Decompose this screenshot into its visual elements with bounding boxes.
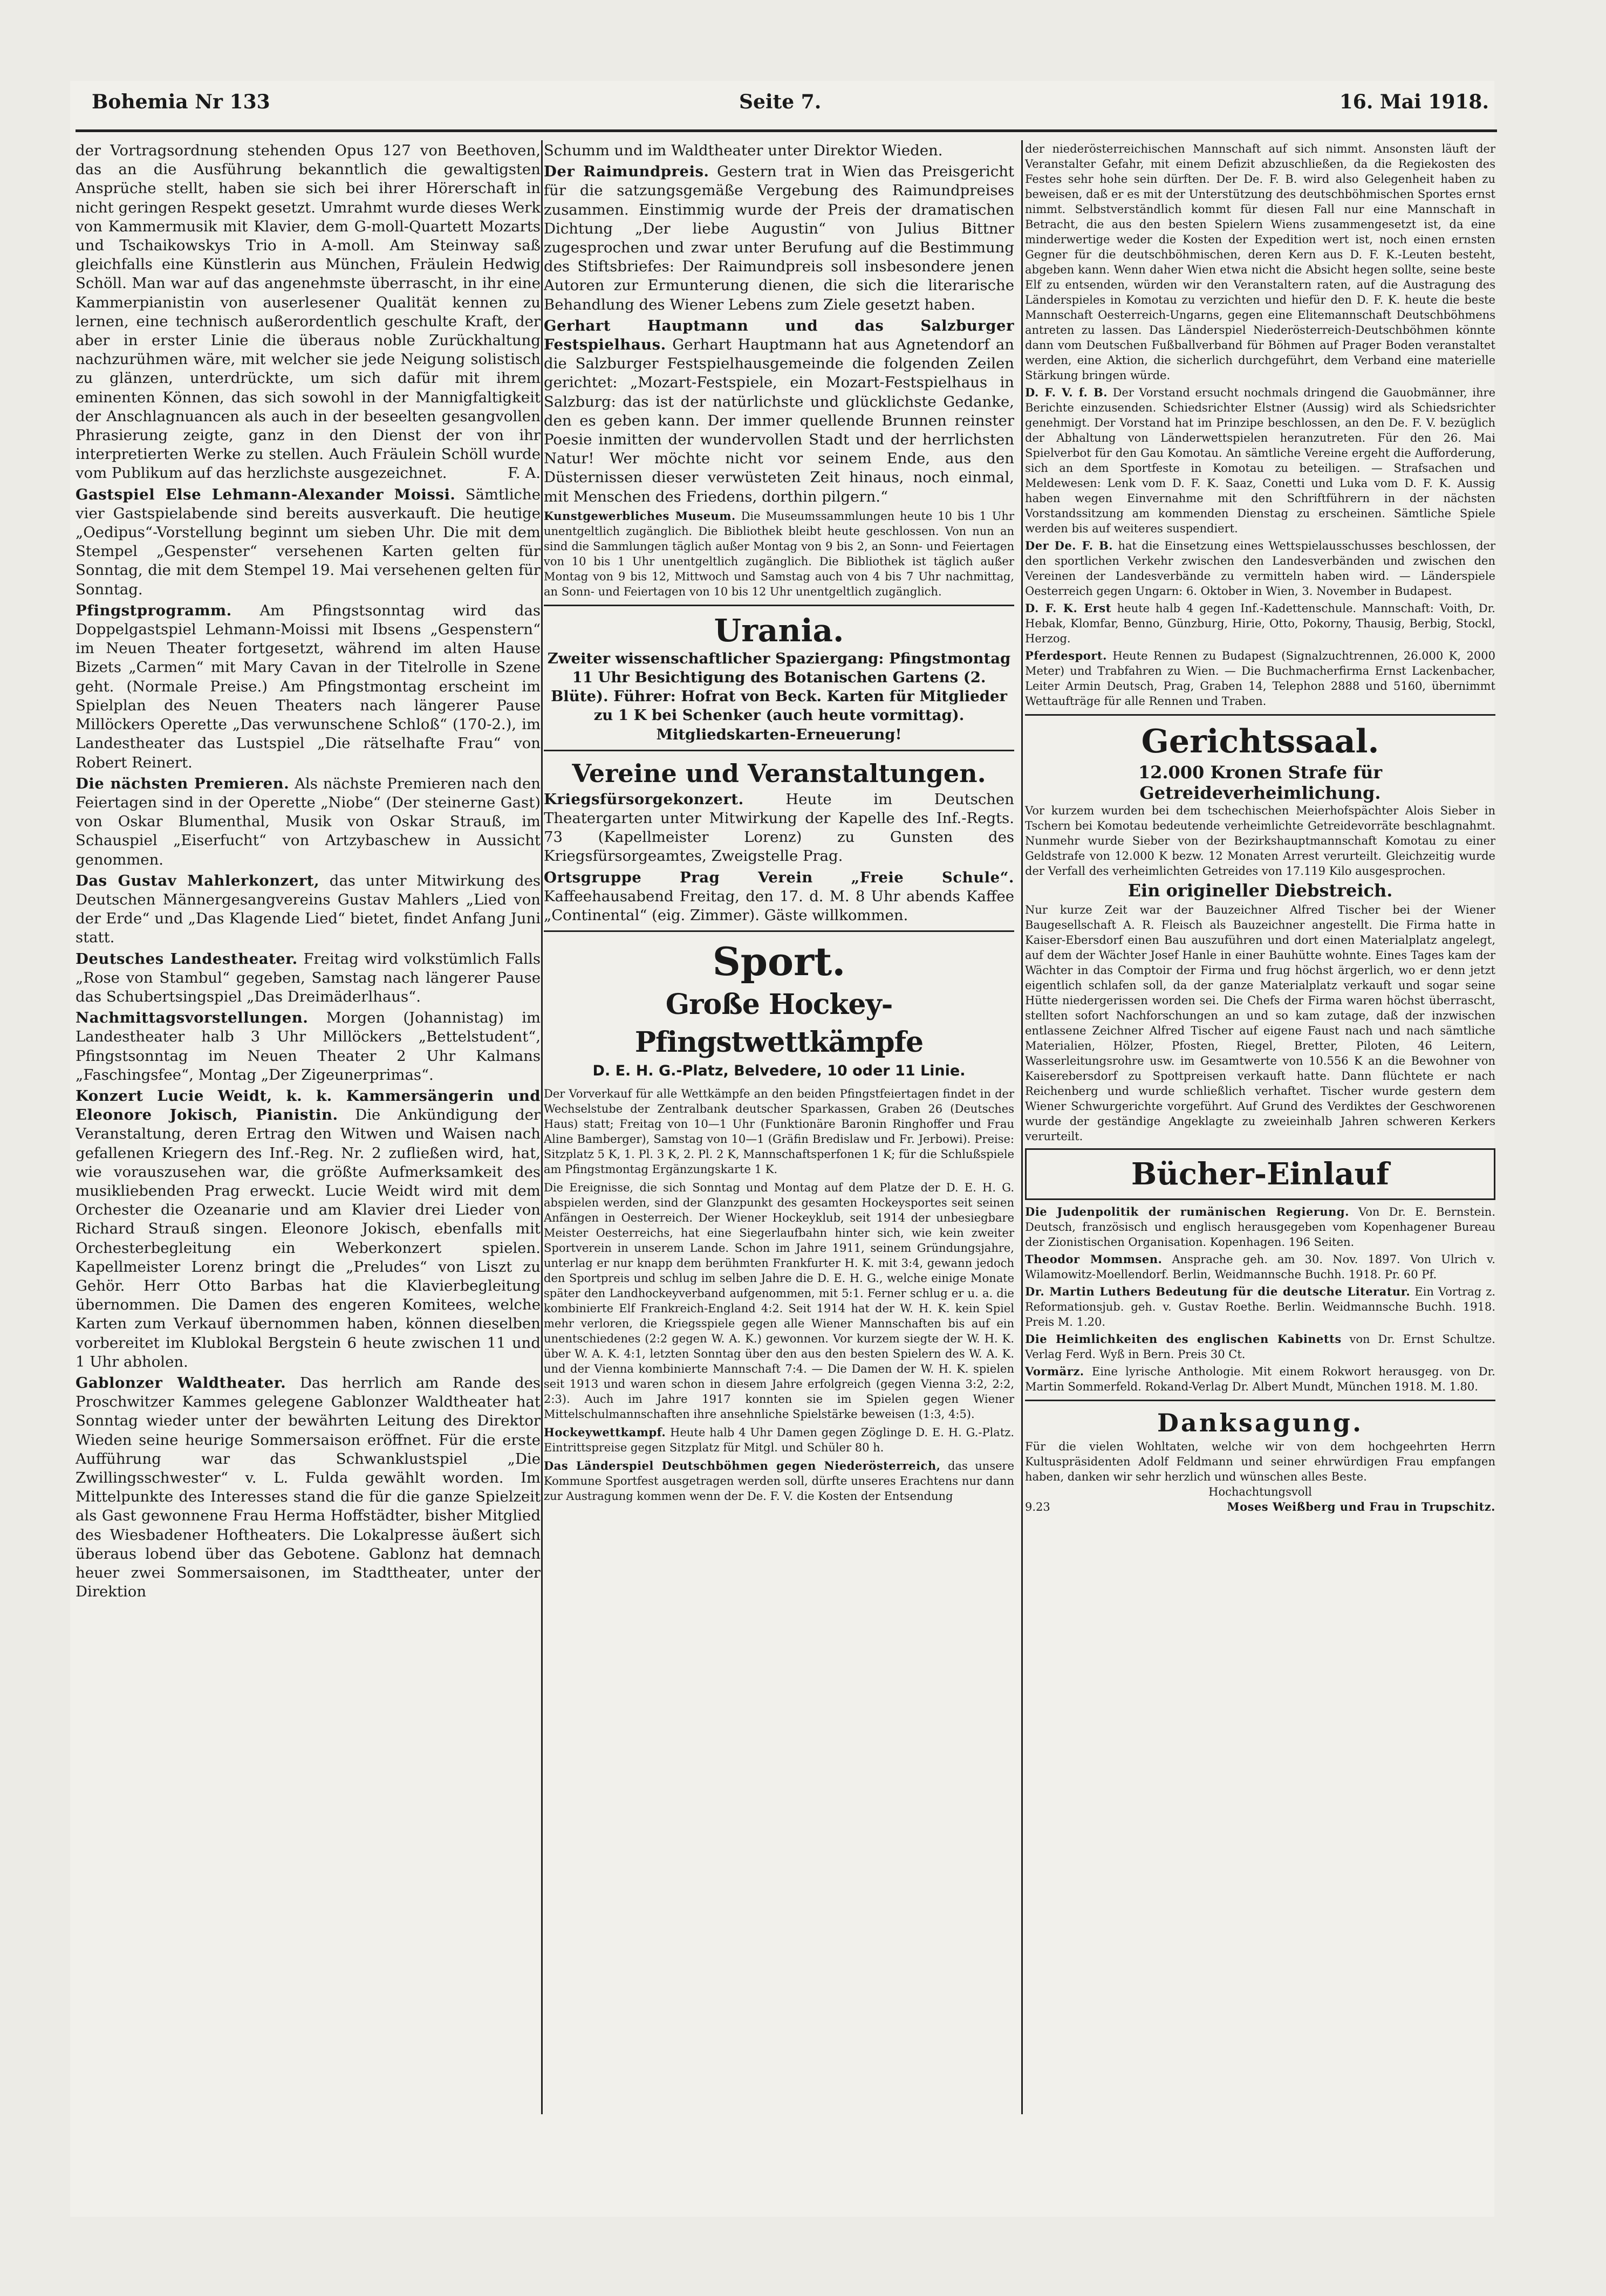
gericht-paragraph: Nur kurze Zeit war der Bauzeichner Alfred Tischer bei der Wiener Baugesellschaft A. R. Fleisch als Bauzeichner angestellt. Die Firma hatte in Kaiser-Ebersdorf einen Bau auszuführen und dort einen Materialplatz angelegt, auf dem der Wächter Josef Hanle in einer Bauhütte wohnte. Eines Tages kam der Wächter in das Comptoir der Firma und frug höchst ärgerlich, wo er denn jetzt eigentlich schlafen soll, da der ganze Materialplatz verkauft und sogar seine Hütte niedergerissen worden sei. Die Chefs der Firma waren höchst überrascht, stellten sofort Nachforschungen an und so kam zutage, daß der inzwischen entlassene Zeichner Alfred Tischer auf eigene Faust nach und nach sämtliche Materialien, Hölzer, Pfosten, Riegel, Bretter, Piloten, 46 Leitern, Wasserleitungsrohre usw. im Gesamtwerte von 10.556 K an die Bewohner von Kaiserebersdorf zu Spottpreisen verkauft hatte. Dann flüchtete er nach Reichenberg und wurde schließlich verhaftet. Tischer wurde gestern dem Wiener Schwurgerichte vorgeführt. Auf Grund des Verdiktes der Geschworenen wurde der geständige Angeklagte zu zweieinhalb Jahren schweren Kerkers verurteilt. xyxy=(1025,903,1495,1143)
header-rule xyxy=(76,129,1497,132)
article-text: Eine lyrische Anthologie. Mit einem Rokwort herausgeg. von Dr. Martin Sommerfeld. Rokand-Verlag Dr. Albert Mundt, München 1918. M. 1.80. xyxy=(1025,1365,1495,1393)
dank-code: 9.23 xyxy=(1025,1500,1050,1513)
article xyxy=(1025,141,1495,383)
page-header xyxy=(92,91,1489,128)
article-text: Sämtliche vier Gastspielabende sind bereits ausverkauft. Die heutige „Oedipus“-Vorstellung beginnt um sieben Uhr. Die mit dem Stempel „Gespenster“ versehenen Karten gelten für Sonntag, die mit dem Stempel 19. Mai versehenen gelten für Sonntag. xyxy=(76,485,541,598)
article xyxy=(1025,1284,1495,1329)
article xyxy=(76,601,541,772)
article-text: hat die Einsetzung eines Wettspielausschusses beschlossen, der den sportlichen Verkehr zwischen den Landesverbänden und zwischen den Vereinen der Landesverbände zu vermitteln haben wird. — Länderspiele Oesterreich gegen Ungarn: 6. Oktober in Wien, 3. November in Budapest. xyxy=(1025,539,1495,598)
article-heading: Pferdesport. xyxy=(1025,649,1107,662)
urania-title: Urania. xyxy=(714,612,844,649)
gericht-title: Gerichtssaal. xyxy=(1141,723,1379,760)
article-text: das unter Mitwirkung des Deutschen Männergesangvereins Gustav Mahlers „Lied von der Erde“ und „Das Klagende Lied“ bietet, findet Anfang Juni statt. xyxy=(76,872,541,947)
header-issue: Bohemia Nr 133 xyxy=(92,91,270,113)
article-heading: Theodor Mommsen. xyxy=(1025,1252,1163,1266)
sport-headline: Große Hockey-Pfingstwettkämpfe xyxy=(634,988,924,1059)
divider xyxy=(1025,714,1495,716)
article xyxy=(76,141,541,483)
divider xyxy=(544,605,1014,606)
article-heading: D. F. V. f. B. xyxy=(1025,386,1108,399)
article xyxy=(76,872,541,948)
article xyxy=(1025,538,1495,599)
article xyxy=(1025,1252,1495,1282)
article-text: Die Museumssammlungen heute 10 bis 1 Uhr unentgeltlich zugänglich. Die Bibliothek bleibt heute geschlossen. Von nun an sind die Sammlungen täglich außer Montag von 9 bis 2, an Sonn- und Feiertagen von 10 bis 1 Uhr unentgeltlich zugänglich. Die Bibliothek ist täglich außer Montag von 9 bis 12, Mittwoch und Samstag auch von 4 bis 7 Uhr nachmittag, an Sonn- und Feiertagen von 10 bis 12 Uhr unentgeltlich zugänglich. xyxy=(544,509,1014,598)
sport-paragraph: Die Ereignisse, die sich Sonntag und Montag auf dem Platze der D. E. H. G. abspielen werden, sind der Glanzpunkt des gesamten Hockeysportes seit seinen Anfängen in Oesterreich. Der Wiener Hockeyklub, seit 1914 der unbesiegbare Meister Oesterreichs, hat eine Siegerlaufbahn hinter sich, wie kein zweiter Sportverein in unserem Lande. Schon im Jahre 1911, seinem Gründungsjahre, unterlag er nur knapp dem berühmten Frankfurter H. K. mit 3:4, gewann jedoch den Sportpreis und schlug im selben Jahre die D. E. H. G., welche einige Monate später den Landhockeyverband aufgenommen, mit 5:1. Ferner schlug er u. a. die kombinierte Elf Frankreich-England 4:2. Seit 1914 hat der W. H. K. kein Spiel mehr verloren, die Kriegsspiele gegen alle Wiener Mannschaften bis auf ein unentschiedenes (2:2 gegen W. A. K.) gewonnen. Vor kurzem siegte der W. H. K. über W. A. K. 4:1, letzten Sonntag über den aus den besten Spielern des W. A. K. und der Vienna kombinierte Mannschaft 7:4. — Die Damen der W. H. K. spielen seit 1913 und waren schon in diesem Jahre erfolgreich (gegen Vienna 3:2, 2:2, 2:3). Auch im Jahre 1917 konnten sie im Spielen gegen Wiener Mittelschulmannschaften ihre ansehnliche Spielstärke beweisen (1:3, 4:5). xyxy=(544,1181,1014,1421)
article-text: Morgen (Johannistag) im Landestheater halb 3 Uhr Millöckers „Bettelstudent“, Pfingstsonntag im Neuen Theater 2 Uhr Kalmans „Faschingsfee“, Montag „Der Zigeunerprimas“. xyxy=(76,1009,541,1084)
divider xyxy=(1025,1400,1495,1401)
article-text: Der Vorstand ersucht nochmals dringend die Gauobmänner, ihre Berichte einzusenden. Schiedsrichter Elstner (Aussig) wird als Schiedsrichter genehmigt. Der Vorstand hat im Prinzipe beschlossen, an den De. F. V. bezüglich der Abhaltung von Länderwettspielen heranzutreten. Für den 26. Mai Spielverbot für den Gau Komotau. An sämtliche Vereine ergeht die Aufforderung, sich an dem Sportfeste in Komotau zu beteiligen. — Strafsachen und Meldewesen: Lenk vom D. F. K. Saaz, Conetti und Luka vom D. F. K. Aussig haben wegen Einvernahme mit den Schriftführern in der nächsten Vorstandssitzung am kommenden Dienstag zu erscheinen. Sämtliche Spiele werden bis auf weiteres suspendiert. xyxy=(1025,386,1495,535)
article xyxy=(1025,1332,1495,1362)
article xyxy=(76,1009,541,1085)
column-rule-1 xyxy=(541,140,543,2114)
article-heading: Die Judenpolitik der rumänischen Regierung. xyxy=(1025,1205,1349,1218)
urania-body: Zweiter wissenschaftlicher Spaziergang: Pfingstmontag 11 Uhr Besichtigung des Botanischen Gartens (2. Blüte). Führer: Hofrat von Beck. Karten für Mitglieder zu 1 K bei Schenker (auch heute vormittag). Mitgliedskarten-Erneuerung! xyxy=(547,649,1011,743)
article-text: Kaffeehausabend Freitag, den 17. d. M. 8 Uhr abends Kaffee „Continental“ (eig. Zimmer). Gäste willkommen. xyxy=(544,887,1014,924)
article-heading: Vormärz. xyxy=(1025,1365,1084,1378)
article-heading: Der De. F. B. xyxy=(1025,539,1113,552)
article xyxy=(544,141,1014,160)
article-text: Gestern trat in Wien das Preisgericht für die satzungsgemäße Vergebung des Raimundpreises zusammen. Einstimmig wurde der Preis der dramatischen Dichtung „Der liebe Augustin“ von Julius Bittner zugesprochen und zwar unter Berufung auf die Bestimmung des Stiftsbriefes: Der Raimundpreis soll insbesondere jenen Autoren zur Ermunterung dienen, die sich die literarische Behandlung des Wiener Lebens zum Ziele gesetzt haben. xyxy=(544,163,1014,313)
article-text: Von Dr. E. Bernstein. Deutsch, französisch und englisch herausgegeben vom Kopenhagener Bureau der Zionistischen Organisation. Kopenhagen. 196 Seiten. xyxy=(1025,1205,1495,1249)
gericht-heading: Ein origineller Diebstreich. xyxy=(1127,880,1393,901)
sport-title: Sport. xyxy=(712,938,846,985)
article-heading: Nachmittagsvorstellungen. xyxy=(76,1009,309,1027)
sport-heading: Hockeywettkampf. xyxy=(544,1425,666,1439)
article-text: der Vortragsordnung stehenden Opus 127 von Beethoven, das an die Ausführung bekanntlich die gewaltigsten Ansprüche stellt, haben sie sich bei ihrer Hörerschaft in nicht geringen Respekt gesetzt. Umrahmt wurde dieses Werk von Kammermusik mit Klavier, dem G-moll-Quartett Mozarts und Tschaikowskys Trio in A-moll. Am Steinway saß gleichfalls eine Künstlerin aus München, Fräulein Hedwig Schöll. Man war auf das angenehmste überrascht, in ihr eine Kammerpianistin von auserlesener Qualität kennen zu lernen, eine technisch außerordentlich geschulte Kraft, der aber in erster Linie die überaus noble Zurückhaltung nachzurühmen wäre, mit welcher sie jede Neigung solistisch zu glänzen, unterdrückte, um sich dafür mit ihrem eminenten Können, das sich sowohl in der Mannigfaltigkeit der Anschlagnuancen als auch in der beseelten gesangvollen Phrasierung zeigte, ganz in den Dienst der von ihr interpretierten Werke zu stellen. Auch Fräulein Schöll wurde vom Publikum auf das herzlichste ausgezeichnet. xyxy=(76,142,541,482)
header-page: Seite 7. xyxy=(739,91,822,113)
article-signature: F. A. xyxy=(508,464,541,482)
article xyxy=(1025,1364,1495,1394)
article-text: Ansprache geh. am 30. Nov. 1897. Von Ulrich v. Wilamowitz-Moellendorf. Berlin, Weidmannsche Buchh. 1918. Pr. 60 Pf. xyxy=(1025,1253,1495,1281)
article xyxy=(544,162,1014,314)
article xyxy=(76,485,541,599)
article xyxy=(1025,601,1495,646)
article-heading: Deutsches Landestheater. xyxy=(76,950,298,968)
column-2 xyxy=(544,141,1014,1504)
article-heading: D. F. K. Erst xyxy=(1025,601,1111,615)
buecher-title: Bücher-Einlauf xyxy=(1131,1156,1390,1192)
article-heading: Konzert Lucie Weidt, k. k. Kammersängerin und Eleonore Jokisch, Pianistin. xyxy=(76,1087,541,1124)
article xyxy=(544,317,1014,506)
article-heading: Die nächsten Premieren. xyxy=(76,775,290,792)
article-heading: Gerhart Hauptmann und das Salzburger Festspielhaus. xyxy=(544,317,1014,354)
divider xyxy=(544,750,1014,751)
article-heading: Gablonzer Waldtheater. xyxy=(76,1374,286,1392)
column-3 xyxy=(1025,141,1495,1514)
dank-closing: Hochachtungsvoll xyxy=(1208,1485,1312,1498)
dank-title: Danksagung. xyxy=(1157,1408,1363,1437)
sport-paragraph: Der Vorverkauf für alle Wettkämpfe an den beiden Pfingstfeiertagen findet in der Wechselstube der Zentralbank deutscher Sparkassen, Graben 26 (Deutsches Haus) statt; Freitag von 10—1 Uhr (Funktionäre Baronin Ringhoffer und Frau Aline Bamberger), Samstag von 10—1 (Gräfin Bredislaw und Fr. Jerbowi). Preise: Sitzplatz 5 K, 1. Pl. 3 K, 2. Pl. 2 K, Mannschaftsperfonen 1 K; für die Schlußspiele am Pfingstmontag Ergänzungskarte 1 K. xyxy=(544,1087,1014,1176)
sport-place: D. E. H. G.-Platz, Belvedere, 10 oder 11 Linie. xyxy=(592,1063,966,1080)
article-text: Als nächste Premieren nach den Feiertagen sind in der Operette „Niobe“ (Der steinerne Gast) von Oskar Blumenthal, Musik von Oskar Strauß, im Schauspiel „Eiserfucht“ von Artzybaschew in Aussicht genommen. xyxy=(76,775,541,868)
article xyxy=(544,868,1014,926)
article-heading: Gastspiel Else Lehmann-Alexander Moissi. xyxy=(76,485,456,503)
article xyxy=(76,950,541,1007)
divider xyxy=(544,930,1014,932)
gericht-paragraph: Vor kurzem wurden bei dem tschechischen Meierhofspächter Alois Sieber in Tschern bei Komotau bedeutende verheimlichte Getreidevorräte beschlagnahmt. Nunmehr wurde Sieber von der Bezirkshauptmannschaft Komotau zu einer Geldstrafe von 12.000 K bezw. 12 Monaten Arrest verurteilt. Gleichzeitig wurde der Verfall des verheimlichten Getreides von 17.119 Kilo ausgesprochen. xyxy=(1025,804,1495,878)
article-heading: Kunstgewerbliches Museum. xyxy=(544,509,736,523)
sport-heading: Das Länderspiel Deutschböhmen gegen Niederösterreich, xyxy=(544,1458,941,1472)
column-rule-2 xyxy=(1021,140,1023,2114)
article xyxy=(76,775,541,869)
article xyxy=(1025,385,1495,536)
sport-paragraph: Heute halb 4 Uhr Damen gegen Zöglinge D. E. H. G.-Platz. Eintrittspreise gegen Sitzplatz für Mitgl. und Schüler 80 h. xyxy=(544,1425,1014,1454)
vereine-title: Vereine und Veranstaltungen. xyxy=(572,758,986,788)
article xyxy=(544,790,1014,866)
article xyxy=(76,1087,541,1372)
article-heading: Dr. Martin Luthers Bedeutung für die deutsche Literatur. xyxy=(1025,1285,1411,1298)
article-heading: Kriegsfürsorgekonzert. xyxy=(544,790,744,808)
article-text: der niederösterreichischen Mannschaft auf sich nimmt. Ansonsten läuft der Veranstalter Gefahr, mit einem Defizit abzuschließen, da die Regiekosten des Festes sehr hohe sein dürften. Der De. F. B. wird also Gelegenheit haben zu beweisen, daß er es mit der Unterstützung des deutschböhmischen Sportes ernst nimmt. Selbstverständlich kommt für diesen Fall nur eine Mannschaft in Betracht, die aus den besten Spielern Wiens zusammengesetzt ist, da eine minderwertige weder die Kosten der Expedition wert ist, noch einen ernsten Gegner für die deutschböhmischen, deren Kern aus D. F. K.-Leuten besteht, abgeben kann. Wenn daher Wien etwa nicht die Absicht hegen sollte, seine beste Elf zu entsenden, würden wir den Veranstaltern raten, auf die Austragung des Länderspieles in Komotau zu verzichten und hiefür den D. F. K. heute die beste Mannschaft Oesterreich-Ungarns, gegen eine Elitemannschaft Deutschböhmens antreten zu lassen. Das Länderspiel Niederösterreich-Deutschböhmen könnte dann vom Deutschen Fußballverband für Böhmen auf Prager Boden veranstaltet werden, eine Aktion, die sicherlich durchgeführt, dem Verband eine materielle Stärkung bringen würde. xyxy=(1025,142,1495,382)
article xyxy=(1025,1204,1495,1250)
header-date: 16. Mai 1918. xyxy=(1339,91,1489,113)
article-heading: Das Gustav Mahlerkonzert, xyxy=(76,872,320,889)
article-text: Ein Vortrag z. Reformationsjub. geh. v. Gustav Roethe. Berlin. Weidmannsche Buchh. 1918. Preis M. 1.20. xyxy=(1025,1285,1495,1328)
article-text: Freitag wird volkstümlich Falls „Rose von Stambul“ gegeben, Samstag nach längerer Pause das Schubertsingspiel „Das Dreimäderlhaus“. xyxy=(76,950,541,1005)
article-text: Am Pfingstsonntag wird das Doppelgastspiel Lehmann-Moissi mit Ibsens „Gespenstern“ im Neuen Theater fortgesetzt, während im alten Hause Bizets „Carmen“ mit Mary Cavan in der Titelrolle in Szene geht. (Normale Preise.) Am Pfingstmontag erscheint im Spielplan des Neuen Theaters nach längerer Pause Millöckers Operette „Das verwunschene Schloß“ (170-2.), im Landestheater das Lustspiel „Die rätselhafte Frau“ von Robert Reinert. xyxy=(76,601,541,771)
article-heading: Ortsgruppe Prag Verein „Freie Schule“. xyxy=(544,868,1014,886)
article-heading: Der Raimundpreis. xyxy=(544,163,709,181)
article-text: Schumm und im Waldtheater unter Direktor Wieden. xyxy=(544,142,943,159)
article xyxy=(76,1374,541,1601)
article-text: Heute Rennen zu Budapest (Signalzuchtrennen, 26.000 K, 2000 Meter) und Trabfahren zu Wien. — Die Buchmacherfirma Ernst Lackenbacher, Leiter Armin Deutsch, Prag, Graben 14, Telephon 2888 und 5160, übernimmt Wettaufträge für alle Rennen und Traben. xyxy=(1025,649,1495,708)
dank-signature: Moses Weißberg und Frau in Trupschitz. xyxy=(1227,1500,1495,1513)
article-heading: Pfingstprogramm. xyxy=(76,601,232,619)
article-text: Gerhart Hauptmann hat aus Agnetendorf an die Salzburger Festspielhausgemeinde die folgenden Zeilen gerichtet: „Mozart-Festspiele, ein Mozart-Festspielhaus in Salzburg: das ist der natürlichste und glücklichste Gedanke, den es geben kann. Der immer quellende Brunnen reinster Poesie inmitten der wundervollen Stadt und der herrlichsten Natur! Wer möchte nicht vor seinem Ende, aus den Düsternissen dieser verwüsteten Zeit hinaus, noch einmal, mit Menschen des Friedens, dorthin pilgern.“ xyxy=(544,336,1014,505)
article-text: Heute im Deutschen Theatergarten unter Mitwirkung der Kapelle des Inf.-Regts. 73 (Kapellmeister Lorenz) zu Gunsten des Kriegsfürsorgeamtes, Zweigstelle Prag. xyxy=(544,790,1014,865)
article-heading: Die Heimlichkeiten des englischen Kabinetts xyxy=(1025,1332,1342,1346)
sport-paragraph: das unsere Kommune Sportfest ausgetragen werden soll, dürfte unseres Erachtens nur dann zur Austragung kommen wenn der De. F. V. die Kosten der Entsendung xyxy=(544,1459,1014,1503)
dank-body: Für die vielen Wohltaten, welche wir von dem hochgeehrten Herrn Kultuspräsidenten Adolf Feldmann und seiner ehrwürdigen Frau empfangen haben, danken wir sehr herzlich und wünschen alles Beste. xyxy=(1025,1440,1495,1483)
article-text: von Dr. Ernst Schultze. Verlag Ferd. Wyß in Bern. Preis 30 Ct. xyxy=(1025,1333,1495,1361)
column-1 xyxy=(76,141,541,1601)
article-text: heute halb 4 gegen Inf.-Kadettenschule. Mannschaft: Voith, Dr. Hebak, Klomfar, Benno, Günzburg, Hirie, Otto, Pokorny, Thausig, Berbig, Stockl, Herzog. xyxy=(1025,602,1495,645)
gericht-heading: 12.000 Kronen Strafe für Getreideverheimlichung. xyxy=(1138,762,1383,803)
article-text: Das herrlich am Rande des Proschwitzer Kammes gelegene Gablonzer Waldtheater hat Sonntag wieder unter der bewährten Leitung des Direktor Wieden seine heurige Sommersaison eröffnet. Für die erste Aufführung war das Schwanklustspiel „Die Zwillingsschwester“ v. L. Fulda gewählt worden. Im Mittelpunkte des Interesses stand die für die ganze Spielzeit als Gast gewonnene Frau Herma Hoffstädter, bisher Mitglied des Wiesbadener Hoftheaters. Die Lokalpresse äußert sich überaus lobend über das Gebotene. Gablonz hat demnach heuer zwei Sommersaisonen, im Stadttheater, unter der Direktion xyxy=(76,1374,541,1601)
article xyxy=(544,509,1014,599)
article-text: Die Ankündigung der Veranstaltung, deren Ertrag den Witwen und Waisen nach gefallenen Kriegern des Inf.-Reg. Nr. 2 zufließen wird, hat, wie vorauszusehen war, die größte Aufmerksamkeit des musikliebenden Prag erweckt. Lucie Weidt wird mit dem Orchester die Ozeanarie und am Klavier drei Lieder von Richard Strauß singen. Eleonore Jokisch, ebenfalls mit Orchesterbegleitung ein Weberkonzert spielen. Kapellmeister Lorenz bringt die „Preludes“ von Liszt zu Gehör. Herr Otto Barbas hat die Klavierbegleitung übernommen. Die Damen des engeren Komitees, welche Karten zum Verkauf übernommen haben, können dieselben vorbereitet im Klublokal Bergstein 6 heute zwischen 11 und 1 Uhr abholen. xyxy=(76,1106,541,1370)
article xyxy=(1025,648,1495,709)
